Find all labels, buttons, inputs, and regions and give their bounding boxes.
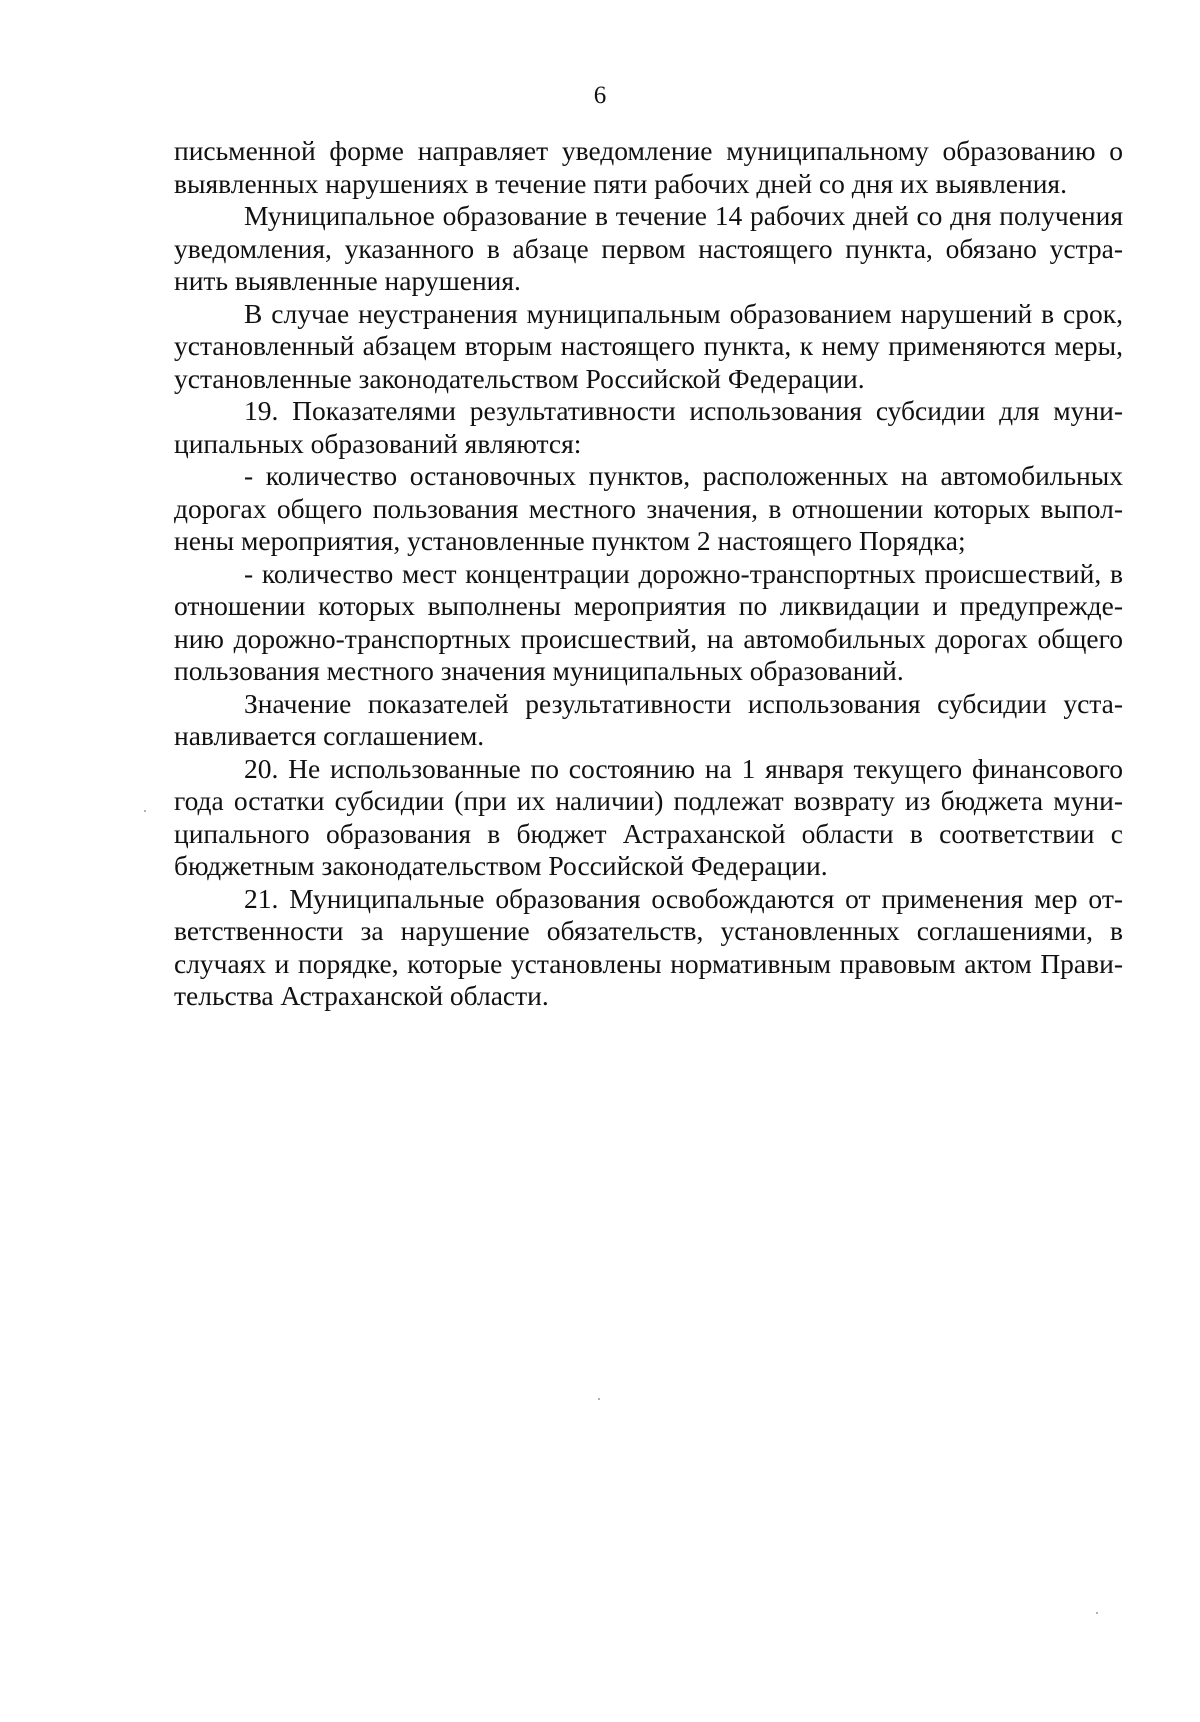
- text-line: нить выявленные нарушения.: [174, 265, 521, 296]
- paragraph-indicator-accident-sites: [174, 558, 1123, 688]
- paragraph-item-19: [174, 395, 1123, 460]
- text-line: ветственности за нарушение обязательств, установленных соглашениями, в: [174, 915, 1123, 946]
- text-line: В случае неустранения муниципальным образованием нарушений в срок,: [244, 297, 1123, 329]
- paragraph-elimination-deadline: [174, 200, 1123, 298]
- text-line: письменной форме направляет уведомление муниципальному образованию о: [174, 135, 1123, 166]
- text-line: 19. Показателями результативности использования субсидии для муни-: [244, 395, 1123, 426]
- text-line: дорогах общего пользования местного значения, в отношении которых выпол-: [174, 492, 1123, 524]
- text-line: пользования местного значения муниципальных образований.: [174, 655, 904, 686]
- scan-artifact: [1096, 1612, 1098, 1614]
- text-line: выявленных нарушениях в течение пяти рабочих дней со дня их выявления.: [174, 167, 1067, 199]
- text-line: тельства Астраханской области.: [174, 980, 549, 1011]
- text-line: - количество мест концентрации дорожно-транспортных происшествий, в: [244, 557, 1123, 589]
- text-line: навливается соглашением.: [174, 720, 485, 751]
- scan-artifact: [598, 1398, 600, 1400]
- text-line: Муниципальное образование в течение 14 рабочих дней со дня получения: [244, 200, 1123, 231]
- text-line: ципального образования в бюджет Астраханской области в соответствии с: [174, 817, 1123, 849]
- page-number: 6: [593, 82, 607, 109]
- text-line: нены мероприятия, установленные пунктом 2 настоящего Порядка;: [174, 525, 966, 556]
- paragraph-notification: [174, 135, 1123, 200]
- text-line: случаях и порядке, которые установлены нормативным правовым актом Прави-: [174, 947, 1123, 979]
- text-line: 21. Муниципальные образования освобождаются от применения мер от-: [244, 882, 1123, 914]
- text-line: Значение показателей результативности использования субсидии уста-: [244, 687, 1123, 719]
- paragraph-item-20: [174, 753, 1123, 883]
- paragraph-item-21: [174, 883, 1123, 1013]
- text-line: отношении которых выполнены мероприятия по ликвидации и предупрежде-: [174, 590, 1123, 621]
- text-line: нию дорожно-транспортных происшествий, на автомобильных дорогах общего: [174, 622, 1123, 654]
- text-line: года остатки субсидии (при их наличии) подлежат возврату из бюджета муни-: [174, 785, 1123, 816]
- text-line: ципальных образований являются:: [174, 427, 582, 459]
- document-body: [174, 135, 1123, 1013]
- text-line: установленный абзацем вторым настоящего пункта, к нему применяются меры,: [174, 330, 1123, 361]
- text-line: 20. Не использованные по состоянию на 1 января текущего финансового: [244, 752, 1123, 784]
- text-line: бюджетным законодательством Российской Федерации.: [174, 850, 828, 881]
- paragraph-indicator-stops: [174, 460, 1123, 558]
- text-line: - количество остановочных пунктов, расположенных на автомобильных: [244, 460, 1123, 491]
- text-line: уведомления, указанного в абзаце первом настоящего пункта, обязано устра-: [174, 232, 1123, 264]
- text-line: установленные законодательством Российской Федерации.: [174, 362, 865, 394]
- paragraph-non-elimination: [174, 298, 1123, 396]
- paragraph-indicator-values: [174, 688, 1123, 753]
- scan-artifact: [144, 810, 146, 812]
